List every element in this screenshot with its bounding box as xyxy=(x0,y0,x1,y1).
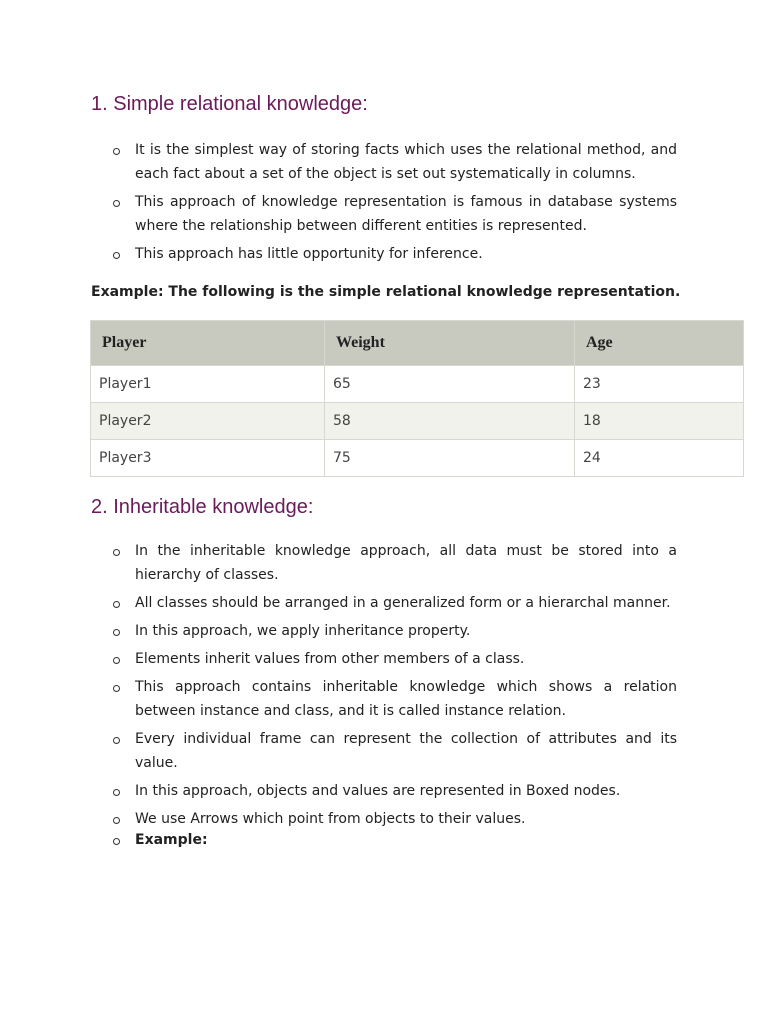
table-cell: 75 xyxy=(325,440,575,477)
section-heading-simple-relational: 1. Simple relational knowledge: xyxy=(91,93,368,115)
relational-knowledge-table xyxy=(90,320,744,477)
column-header-age: Age xyxy=(575,321,744,366)
column-header-weight: Weight xyxy=(325,321,575,366)
list-item xyxy=(112,675,677,723)
list-item-text: In this approach, objects and values are represented in Boxed nodes. xyxy=(135,783,621,799)
table-cell: Player3 xyxy=(91,440,325,477)
list-item-text: In this approach, we apply inheritance property. xyxy=(135,623,471,639)
hollow-circle-bullet-icon xyxy=(113,148,120,155)
hollow-circle-bullet-icon xyxy=(113,252,120,259)
list-item-text: This approach contains inheritable knowledge which shows a relation between instance and class, and it is called instance relation. xyxy=(135,679,677,719)
table-header-row xyxy=(91,321,744,366)
column-header-player: Player xyxy=(91,321,325,366)
list-item-text: It is the simplest way of storing facts which uses the relational method, and each fact about a set of the object is set out systematically in columns. xyxy=(135,142,677,182)
example-caption: Example: The following is the simple relational knowledge representation. xyxy=(91,284,681,300)
table-cell: 23 xyxy=(575,366,744,403)
hollow-circle-bullet-icon xyxy=(113,629,120,636)
list-item xyxy=(112,539,677,587)
hollow-circle-bullet-icon xyxy=(113,789,120,796)
example-label: Example: xyxy=(135,832,208,848)
list-item-text: Every individual frame can represent the collection of attributes and its value. xyxy=(135,731,677,771)
list-item xyxy=(112,242,677,266)
table-row xyxy=(91,440,744,477)
list-item-text: All classes should be arranged in a generalized form or a hierarchal manner. xyxy=(135,595,671,611)
inheritable-bullet-list xyxy=(112,539,677,835)
list-item-text: In the inheritable knowledge approach, all data must be stored into a hierarchy of classes. xyxy=(135,543,677,583)
table-cell: Player2 xyxy=(91,403,325,440)
hollow-circle-bullet-icon xyxy=(113,549,120,556)
list-item xyxy=(112,647,677,671)
hollow-circle-bullet-icon xyxy=(113,838,120,845)
hollow-circle-bullet-icon xyxy=(113,601,120,608)
list-item xyxy=(112,138,677,186)
list-item xyxy=(112,190,677,238)
table-cell: 18 xyxy=(575,403,744,440)
simple-relational-bullet-list xyxy=(112,138,677,270)
hollow-circle-bullet-icon xyxy=(113,657,120,664)
table-cell: Player1 xyxy=(91,366,325,403)
list-item-text: Elements inherit values from other members of a class. xyxy=(135,651,525,667)
table-cell: 24 xyxy=(575,440,744,477)
hollow-circle-bullet-icon xyxy=(113,817,120,824)
list-item-text: We use Arrows which point from objects to their values. xyxy=(135,811,526,827)
table-cell: 65 xyxy=(325,366,575,403)
table-cell: 58 xyxy=(325,403,575,440)
list-item xyxy=(112,779,677,803)
table-row xyxy=(91,403,744,440)
list-item-text: This approach has little opportunity for inference. xyxy=(135,246,483,262)
list-item-text: This approach of knowledge representation is famous in database systems where the relationship between different entities is represented. xyxy=(135,194,677,234)
hollow-circle-bullet-icon xyxy=(113,685,120,692)
list-item xyxy=(112,727,677,775)
list-item xyxy=(112,591,677,615)
section-heading-inheritable: 2. Inheritable knowledge: xyxy=(91,496,314,518)
table-row xyxy=(91,366,744,403)
example-list-item xyxy=(112,828,208,852)
hollow-circle-bullet-icon xyxy=(113,737,120,744)
list-item xyxy=(112,619,677,643)
hollow-circle-bullet-icon xyxy=(113,200,120,207)
